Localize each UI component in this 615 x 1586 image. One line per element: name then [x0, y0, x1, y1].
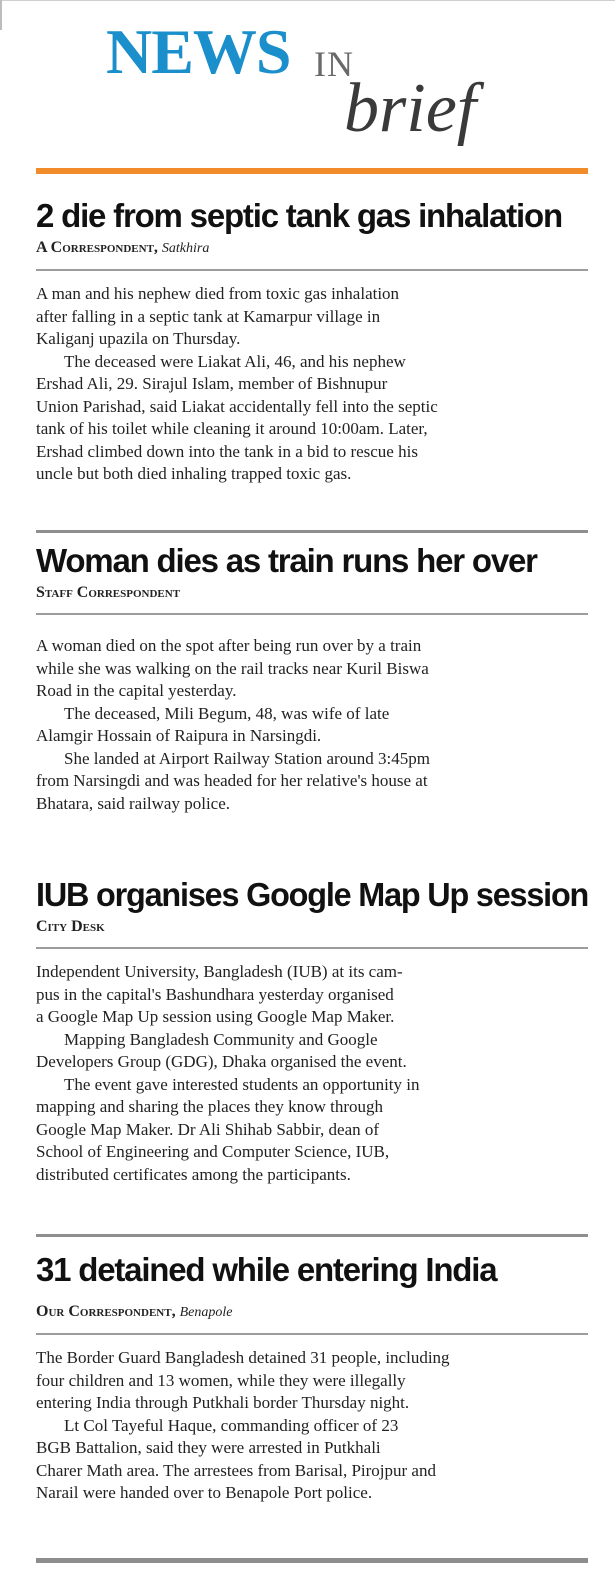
masthead-in: IN	[314, 44, 354, 84]
story-paragraph	[36, 351, 588, 486]
text-line: Google Map Maker. Dr Ali Shihab Sabbir, dean of	[36, 1119, 380, 1139]
text-line: School of Engineering and Computer Science, IUB,	[36, 1142, 390, 1161]
story-byline	[36, 1302, 588, 1323]
story-headline: IUB organises Google Map Up session	[36, 876, 589, 913]
text-line: The deceased, Mili Begum, 48, was wife of late	[64, 703, 390, 723]
text-line: mapping and sharing the places they know through	[36, 1097, 384, 1116]
byline-author: Our Correspondent,	[36, 1303, 176, 1320]
byline-author: Staff Correspondent	[36, 584, 181, 601]
text-line: entering India through Putkhali border Thursday night.	[36, 1393, 410, 1412]
text-line: Developers Group (GDG), Dhaka organised the event.	[36, 1052, 407, 1071]
story-headline: 2 die from septic tank gas inhalation	[36, 197, 562, 234]
story-divider	[36, 1234, 588, 1237]
text-line: uncle but both died inhaling trapped toxic gas.	[36, 464, 352, 483]
story-iub-google-map	[36, 875, 588, 1186]
byline-rule	[36, 1333, 588, 1335]
byline-rule	[36, 947, 588, 949]
story-headline: Woman dies as train runs her over	[36, 542, 537, 579]
text-line: The event gave interested students an opportunity in	[64, 1074, 420, 1094]
story-train-accident	[36, 541, 588, 815]
text-line: four children and 13 women, while they were illegally	[36, 1370, 406, 1390]
text-line: BGB Battalion, said they were arrested in Putkhali	[36, 1438, 381, 1457]
story-byline	[36, 583, 588, 603]
byline-author: A Correspondent,	[36, 239, 158, 256]
byline-location: Satkhira	[161, 241, 210, 256]
text-line: Ershad Ali, 29. Sirajul Islam, member of Bishnupur	[36, 374, 388, 393]
story-byline	[36, 917, 588, 937]
text-line: Charer Math area. The arrestees from Barisal, Pirojpur and	[36, 1460, 436, 1480]
story-paragraph	[36, 1347, 588, 1415]
byline-author: City Desk	[36, 918, 105, 935]
text-line: Narail were handed over to Benapole Port police.	[36, 1483, 373, 1502]
story-paragraph	[36, 1074, 588, 1187]
text-line: distributed certificates among the participants.	[36, 1164, 351, 1184]
byline-rule	[36, 269, 588, 271]
story-paragraph	[36, 748, 588, 816]
story-divider	[36, 530, 588, 533]
text-line: after falling in a septic tank at Kamarpur village in	[36, 306, 381, 326]
text-line: Road in the capital yesterday.	[36, 681, 237, 700]
text-line: The deceased were Liakat Ali, 46, and his nephew	[64, 351, 406, 371]
text-line: She landed at Airport Railway Station around 3:45pm	[64, 748, 430, 768]
story-septic-tank	[36, 196, 588, 486]
text-line: pus in the capital's Bashundhara yesterday organised	[36, 984, 394, 1004]
bottom-rule	[36, 1558, 588, 1563]
story-paragraph	[36, 635, 588, 703]
text-line: Ershad climbed down into the tank in a bid to rescue his	[36, 441, 418, 461]
text-line: A man and his nephew died from toxic gas inhalation	[36, 284, 400, 303]
masthead-orange-rule	[36, 168, 588, 174]
story-paragraph	[36, 283, 588, 351]
masthead-brief: brief	[344, 70, 477, 147]
text-line: Independent University, Bangladesh (IUB) at its cam-	[36, 962, 403, 981]
text-line: from Narsingdi and was headed for her relative's house at	[36, 771, 428, 790]
story-paragraph	[36, 1029, 588, 1074]
story-paragraph	[36, 961, 588, 1029]
text-line: A woman died on the spot after being run over by a train	[36, 636, 422, 655]
story-detained-india	[36, 1250, 588, 1505]
story-paragraph	[36, 1415, 588, 1505]
text-line: Lt Col Tayeful Haque, commanding officer of 23	[64, 1415, 399, 1435]
story-byline	[36, 238, 588, 259]
masthead-news: NEWS	[106, 16, 291, 87]
text-line: Union Parishad, said Liakat accidentally fell into the septic	[36, 396, 438, 416]
text-line: tank of his toilet while cleaning it around 10:00am. Later,	[36, 419, 428, 438]
text-line: Mapping Bangladesh Community and Google	[64, 1029, 378, 1049]
text-line: Alamgir Hossain of Raipura in Narsingdi.	[36, 726, 322, 745]
text-line: The Border Guard Bangladesh detained 31 people, including	[36, 1348, 450, 1367]
text-line: Bhatara, said railway police.	[36, 793, 231, 813]
byline-location: Benapole	[179, 1305, 233, 1320]
story-paragraph	[36, 703, 588, 748]
masthead	[0, 0, 615, 175]
story-headline: 31 detained while entering India	[36, 1251, 497, 1288]
text-line: Kaliganj upazila on Thursday.	[36, 329, 241, 348]
text-line: a Google Map Up session using Google Map Maker.	[36, 1007, 395, 1026]
text-line: while she was walking on the rail tracks near Kuril Biswa	[36, 658, 429, 678]
byline-rule	[36, 613, 588, 615]
